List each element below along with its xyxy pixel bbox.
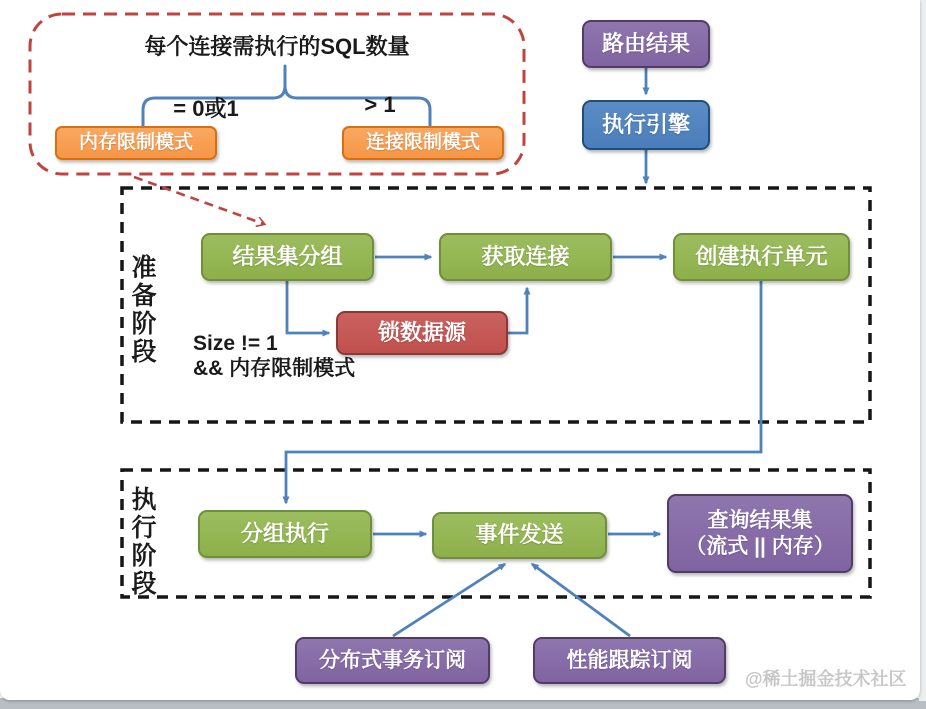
route-result-box: 路由结果 [582,20,710,68]
event-send-box: 事件发送 [432,512,607,559]
query-result-box [667,494,853,573]
legend-title: 每个连接需执行的SQL数量 [144,34,410,59]
watermark: @稀土掘金技术社区 [745,669,907,689]
arrow-txsub-to-event [393,564,505,636]
memory-limit-mode-box: 内存限制模式 [55,126,217,160]
arrow-tracesub-to-event [532,564,630,636]
execution-engine-box: 执行引擎 [582,100,710,150]
execute-phase-label: 执行阶段 [128,486,156,598]
condition-right-label: > 1 [364,92,396,117]
query-result-line2: （流式 || 内存） [685,534,835,558]
size-condition-text [193,331,355,381]
prepare-phase-label: 准备阶段 [128,254,156,366]
acquire-connection-box: 获取连接 [439,233,612,281]
connection-limit-mode-box: 连接限制模式 [342,126,504,160]
arrow-legend-to-grouping [134,177,264,224]
performance-trace-subscriber-box: 性能跟踪订阅 [533,637,726,684]
prepare-phase-outline [122,188,870,422]
size-condition-line2: && 内存限制模式 [193,357,356,380]
arrow-grouping-to-lock [287,281,329,333]
condition-left-label: = 0或1 [173,96,239,121]
lock-datasource-box: 锁数据源 [336,311,508,355]
arrow-lock-to-acquire [508,288,527,333]
query-result-line1: 查询结果集 [707,508,813,532]
result-set-grouping-box: 结果集分组 [201,233,374,281]
create-execution-unit-box: 创建执行单元 [673,233,850,281]
distributed-transaction-subscriber-box: 分布式事务订阅 [295,637,490,684]
group-execution-box: 分组执行 [198,510,372,558]
size-condition-line1: Size != 1 [193,332,278,355]
